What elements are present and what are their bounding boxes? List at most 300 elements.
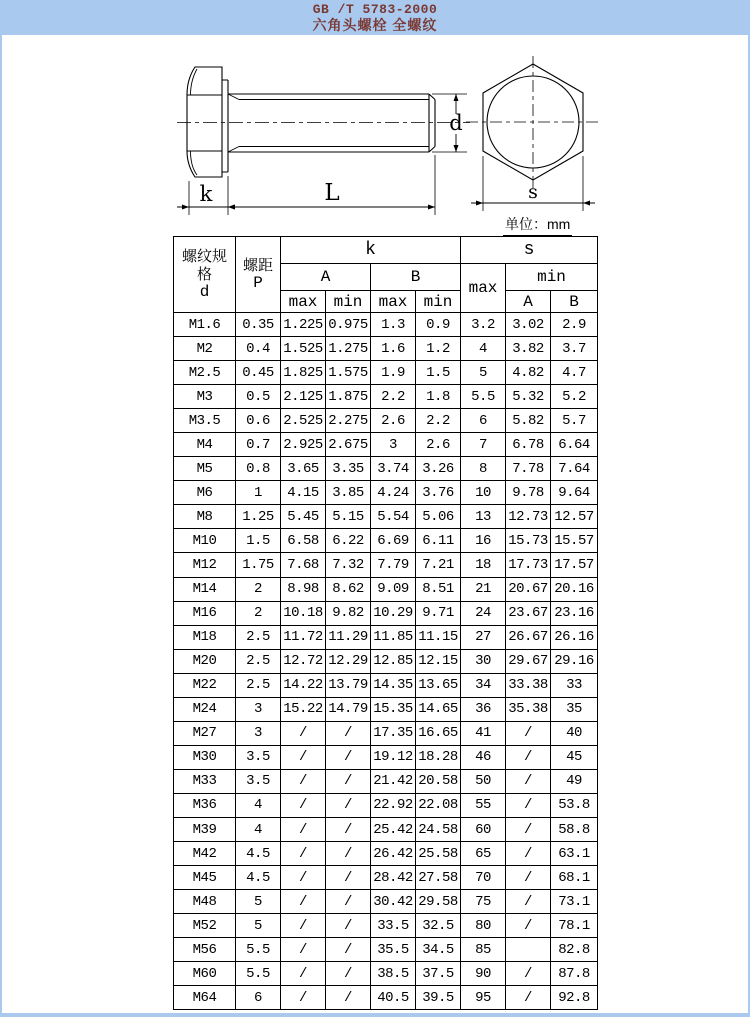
value-cell: 73.1 [551,890,598,914]
spec-cell: M10 [174,529,236,553]
value-cell: 2.9 [551,313,598,337]
value-cell: 0.9 [416,313,461,337]
value-cell: 14.22 [281,673,326,697]
spec-cell: M39 [174,817,236,841]
value-cell: 25.58 [416,842,461,866]
value-cell: / [326,721,371,745]
value-cell: 2.125 [281,385,326,409]
value-cell: 4.82 [506,361,551,385]
value-cell: 11.29 [326,625,371,649]
value-cell: 15.35 [371,697,416,721]
value-cell: / [506,721,551,745]
pitch-header-line1: 螺距 [242,256,273,274]
value-cell: 34.5 [416,938,461,962]
value-cell: 35 [551,697,598,721]
value-cell: 21 [461,577,506,601]
value-cell: 15.22 [281,697,326,721]
col-group-s: s [461,237,598,264]
value-cell: / [281,793,326,817]
spec-cell: M5 [174,457,236,481]
table-row [174,409,598,433]
dimension-d [432,94,467,152]
value-cell: 5.5 [236,962,281,986]
col-header-spec [174,237,236,313]
value-cell: 7.79 [371,553,416,577]
spec-cell: M22 [174,673,236,697]
value-cell: / [281,817,326,841]
value-cell: / [281,721,326,745]
value-cell: 1 [236,481,281,505]
value-cell: 13.79 [326,673,371,697]
value-cell: 6.69 [371,529,416,553]
table-row [174,793,598,817]
value-cell: 1.75 [236,553,281,577]
table-row [174,481,598,505]
value-cell: / [326,938,371,962]
spec-cell: M3.5 [174,409,236,433]
value-cell: 4.5 [236,866,281,890]
value-cell: 0.6 [236,409,281,433]
value-cell: 1.525 [281,337,326,361]
value-cell: / [506,962,551,986]
value-cell: 78.1 [551,914,598,938]
value-cell: 17.57 [551,553,598,577]
value-cell: / [281,914,326,938]
value-cell: 14.79 [326,697,371,721]
value-cell: 21.42 [371,769,416,793]
value-cell: 10.29 [371,601,416,625]
value-cell: 3 [236,721,281,745]
value-cell: 58.8 [551,817,598,841]
spec-cell: M30 [174,745,236,769]
value-cell: / [281,938,326,962]
value-cell: 9.78 [506,481,551,505]
value-cell: 82.8 [551,938,598,962]
value-cell: 1.5 [236,529,281,553]
value-cell: 4.24 [371,481,416,505]
value-cell: 14.35 [371,673,416,697]
value-cell: 3.35 [326,457,371,481]
value-cell: 16 [461,529,506,553]
value-cell: / [281,866,326,890]
value-cell: 1.575 [326,361,371,385]
spec-cell: M52 [174,914,236,938]
spec-cell: M1.6 [174,313,236,337]
value-cell: 7 [461,433,506,457]
value-cell: 28.42 [371,866,416,890]
value-cell: / [506,817,551,841]
value-cell: 27.58 [416,866,461,890]
spec-cell: M6 [174,481,236,505]
value-cell: 3.82 [506,337,551,361]
value-cell: / [326,769,371,793]
value-cell: 75 [461,890,506,914]
value-cell: 29.58 [416,890,461,914]
value-cell: 5.06 [416,505,461,529]
value-cell: 6.11 [416,529,461,553]
value-cell: / [326,745,371,769]
spec-cell: M48 [174,890,236,914]
value-cell: 12.57 [551,505,598,529]
value-cell: 12.73 [506,505,551,529]
col-group-k-a: A [281,264,371,291]
value-cell: 6.78 [506,433,551,457]
value-cell: 22.92 [371,793,416,817]
value-cell: 2.2 [371,385,416,409]
table-row [174,914,598,938]
value-cell: 4 [236,793,281,817]
table-row [174,649,598,673]
value-cell: 2.6 [416,433,461,457]
value-cell: 29.16 [551,649,598,673]
value-cell: 6.64 [551,433,598,457]
value-cell: 70 [461,866,506,890]
value-cell: 26.42 [371,842,416,866]
value-cell: 17.35 [371,721,416,745]
dimension-s [471,156,595,211]
col-header-s-min-b: B [551,291,598,313]
value-cell: / [506,769,551,793]
value-cell: 11.72 [281,625,326,649]
spec-cell: M16 [174,601,236,625]
value-cell: 5.5 [461,385,506,409]
value-cell: 8.62 [326,577,371,601]
value-cell: 55 [461,793,506,817]
unit-label: 单位：mm [503,214,572,236]
value-cell: 12.85 [371,649,416,673]
value-cell: 7.32 [326,553,371,577]
value-cell: 9.82 [326,601,371,625]
value-cell: 1.6 [371,337,416,361]
value-cell: 95 [461,986,506,1010]
value-cell: 50 [461,769,506,793]
value-cell: 3.74 [371,457,416,481]
table-row [174,505,598,529]
value-cell: 20.58 [416,769,461,793]
value-cell: 1.275 [326,337,371,361]
value-cell: 10 [461,481,506,505]
spec-cell: M36 [174,793,236,817]
value-cell: 3.85 [326,481,371,505]
value-cell: 2.5 [236,673,281,697]
spec-cell: M2 [174,337,236,361]
value-cell: 1.2 [416,337,461,361]
value-cell: 27 [461,625,506,649]
value-cell: 3 [236,697,281,721]
value-cell: 0.975 [326,313,371,337]
value-cell: 1.25 [236,505,281,529]
dim-label-d: d [449,111,463,135]
value-cell: / [281,890,326,914]
value-cell: 3.5 [236,745,281,769]
value-cell: 7.68 [281,553,326,577]
value-cell: 2.675 [326,433,371,457]
value-cell: 22.08 [416,793,461,817]
col-header-s-max: max [461,264,506,313]
value-cell: 8.98 [281,577,326,601]
value-cell: 63.1 [551,842,598,866]
value-cell: 37.5 [416,962,461,986]
col-group-k: k [281,237,461,264]
bolt-end-view [466,56,600,194]
value-cell: 87.8 [551,962,598,986]
value-cell: 1.3 [371,313,416,337]
value-cell: 46 [461,745,506,769]
value-cell: 24 [461,601,506,625]
value-cell: 5 [236,914,281,938]
value-cell: 7.21 [416,553,461,577]
value-cell: 3.5 [236,769,281,793]
table-row [174,385,598,409]
value-cell: / [281,769,326,793]
value-cell: 4.5 [236,842,281,866]
value-cell: 20.67 [506,577,551,601]
table-row [174,769,598,793]
value-cell: 4 [236,817,281,841]
col-header-k-b-min: min [416,291,461,313]
table-row [174,697,598,721]
spec-cell: M14 [174,577,236,601]
table-row [174,457,598,481]
table-row [174,962,598,986]
value-cell: 0.35 [236,313,281,337]
spec-cell: M60 [174,962,236,986]
value-cell: 33.38 [506,673,551,697]
value-cell: 36 [461,697,506,721]
value-cell: 10.18 [281,601,326,625]
value-cell: / [326,842,371,866]
value-cell: 2.5 [236,649,281,673]
value-cell: 23.16 [551,601,598,625]
value-cell: 5.5 [236,938,281,962]
dim-label-s: s [528,181,538,203]
value-cell: 11.85 [371,625,416,649]
dimension-table [173,236,598,1010]
value-cell: 1.875 [326,385,371,409]
dim-label-L: L [324,180,340,206]
table-row [174,529,598,553]
value-cell: 9.71 [416,601,461,625]
spec-cell: M45 [174,866,236,890]
value-cell: 92.8 [551,986,598,1010]
value-cell: 60 [461,817,506,841]
page-title: 六角头螺栓 全螺纹 [312,17,438,33]
table-row [174,313,598,337]
value-cell: 8.51 [416,577,461,601]
table-row [174,986,598,1010]
value-cell: 49 [551,769,598,793]
value-cell: 6 [461,409,506,433]
value-cell: 18.28 [416,745,461,769]
table-row [174,890,598,914]
value-cell: / [506,842,551,866]
col-header-k-b-max: max [371,291,416,313]
value-cell: / [326,962,371,986]
value-cell: 23.67 [506,601,551,625]
value-cell: / [506,866,551,890]
value-cell: / [326,866,371,890]
value-cell: 13.65 [416,673,461,697]
spec-cell: M64 [174,986,236,1010]
value-cell: 24.58 [416,817,461,841]
spec-cell: M33 [174,769,236,793]
value-cell: 5.2 [551,385,598,409]
value-cell: 17.73 [506,553,551,577]
value-cell: / [281,962,326,986]
table-row [174,673,598,697]
value-cell: 6.58 [281,529,326,553]
value-cell: 12.15 [416,649,461,673]
value-cell: 0.7 [236,433,281,457]
value-cell: 5.54 [371,505,416,529]
table-row [174,817,598,841]
value-cell: 2.2 [416,409,461,433]
bolt-side-view [177,67,470,177]
value-cell: 9.64 [551,481,598,505]
value-cell: 29.67 [506,649,551,673]
value-cell: 33 [551,673,598,697]
spec-header-line2: 格 [196,265,212,283]
value-cell: 18 [461,553,506,577]
value-cell: 3 [371,433,416,457]
value-cell: 32.5 [416,914,461,938]
table-row [174,577,598,601]
col-group-s-min: min [506,264,598,291]
value-cell: 45 [551,745,598,769]
value-cell: 0.8 [236,457,281,481]
value-cell: 1.5 [416,361,461,385]
value-cell: / [506,914,551,938]
value-cell: 2.925 [281,433,326,457]
value-cell: 5.32 [506,385,551,409]
value-cell: 35.5 [371,938,416,962]
spec-cell: M24 [174,697,236,721]
spec-header-line1: 螺纹规 [181,248,227,266]
value-cell: / [326,914,371,938]
spec-cell: M20 [174,649,236,673]
value-cell: 4 [461,337,506,361]
value-cell: 38.5 [371,962,416,986]
value-cell: 41 [461,721,506,745]
value-cell: 2.6 [371,409,416,433]
value-cell: / [281,842,326,866]
value-cell: 4.7 [551,361,598,385]
value-cell: / [506,745,551,769]
value-cell: 1.8 [416,385,461,409]
col-header-pitch [236,237,281,313]
spec-cell: M27 [174,721,236,745]
table-row [174,433,598,457]
value-cell: 80 [461,914,506,938]
value-cell: 2.5 [236,625,281,649]
value-cell: 1.225 [281,313,326,337]
value-cell: 39.5 [416,986,461,1010]
col-header-s-min-a: A [506,291,551,313]
col-group-k-b: B [371,264,461,291]
value-cell: 2 [236,577,281,601]
spec-cell: M12 [174,553,236,577]
spec-cell: M8 [174,505,236,529]
value-cell: / [281,745,326,769]
table-row [174,866,598,890]
standard-number: GB /T 5783-2000 [312,2,438,17]
value-cell: 5.45 [281,505,326,529]
value-cell: 0.4 [236,337,281,361]
value-cell: 12.29 [326,649,371,673]
value-cell [506,938,551,962]
table-row [174,721,598,745]
spec-cell: M18 [174,625,236,649]
value-cell: 12.72 [281,649,326,673]
bottom-edge-strip [0,1013,750,1017]
value-cell: 20.16 [551,577,598,601]
value-cell: 16.65 [416,721,461,745]
value-cell: 15.57 [551,529,598,553]
bolt-technical-drawing [0,0,750,236]
spec-cell: M2.5 [174,361,236,385]
value-cell: 0.45 [236,361,281,385]
spec-cell: M56 [174,938,236,962]
value-cell: 11.15 [416,625,461,649]
spec-header-line3: d [199,282,210,301]
value-cell: 15.73 [506,529,551,553]
value-cell: 30.42 [371,890,416,914]
col-header-k-a-max: max [281,291,326,313]
table-row [174,938,598,962]
value-cell: 33.5 [371,914,416,938]
value-cell: / [281,986,326,1010]
value-cell: / [326,986,371,1010]
value-cell: 2.275 [326,409,371,433]
value-cell: 6 [236,986,281,1010]
value-cell: 65 [461,842,506,866]
value-cell: 34 [461,673,506,697]
value-cell: 7.78 [506,457,551,481]
value-cell: 5.15 [326,505,371,529]
value-cell: 26.67 [506,625,551,649]
value-cell: / [326,817,371,841]
table-row [174,553,598,577]
value-cell: 8 [461,457,506,481]
value-cell: 25.42 [371,817,416,841]
value-cell: 7.64 [551,457,598,481]
value-cell: / [506,986,551,1010]
value-cell: 9.09 [371,577,416,601]
value-cell: 3.02 [506,313,551,337]
col-header-k-a-min: min [326,291,371,313]
value-cell: 3.26 [416,457,461,481]
value-cell: 90 [461,962,506,986]
table-row [174,337,598,361]
value-cell: 13 [461,505,506,529]
table-row [174,361,598,385]
value-cell: 68.1 [551,866,598,890]
value-cell: 5.7 [551,409,598,433]
table-row [174,625,598,649]
value-cell: 5 [461,361,506,385]
value-cell: 2.525 [281,409,326,433]
value-cell: 5.82 [506,409,551,433]
dim-label-k: k [199,182,213,206]
spec-cell: M4 [174,433,236,457]
value-cell: / [326,890,371,914]
value-cell: 3.65 [281,457,326,481]
value-cell: 4.15 [281,481,326,505]
value-cell: 53.8 [551,793,598,817]
value-cell: 35.38 [506,697,551,721]
value-cell: 1.825 [281,361,326,385]
spec-cell: M42 [174,842,236,866]
